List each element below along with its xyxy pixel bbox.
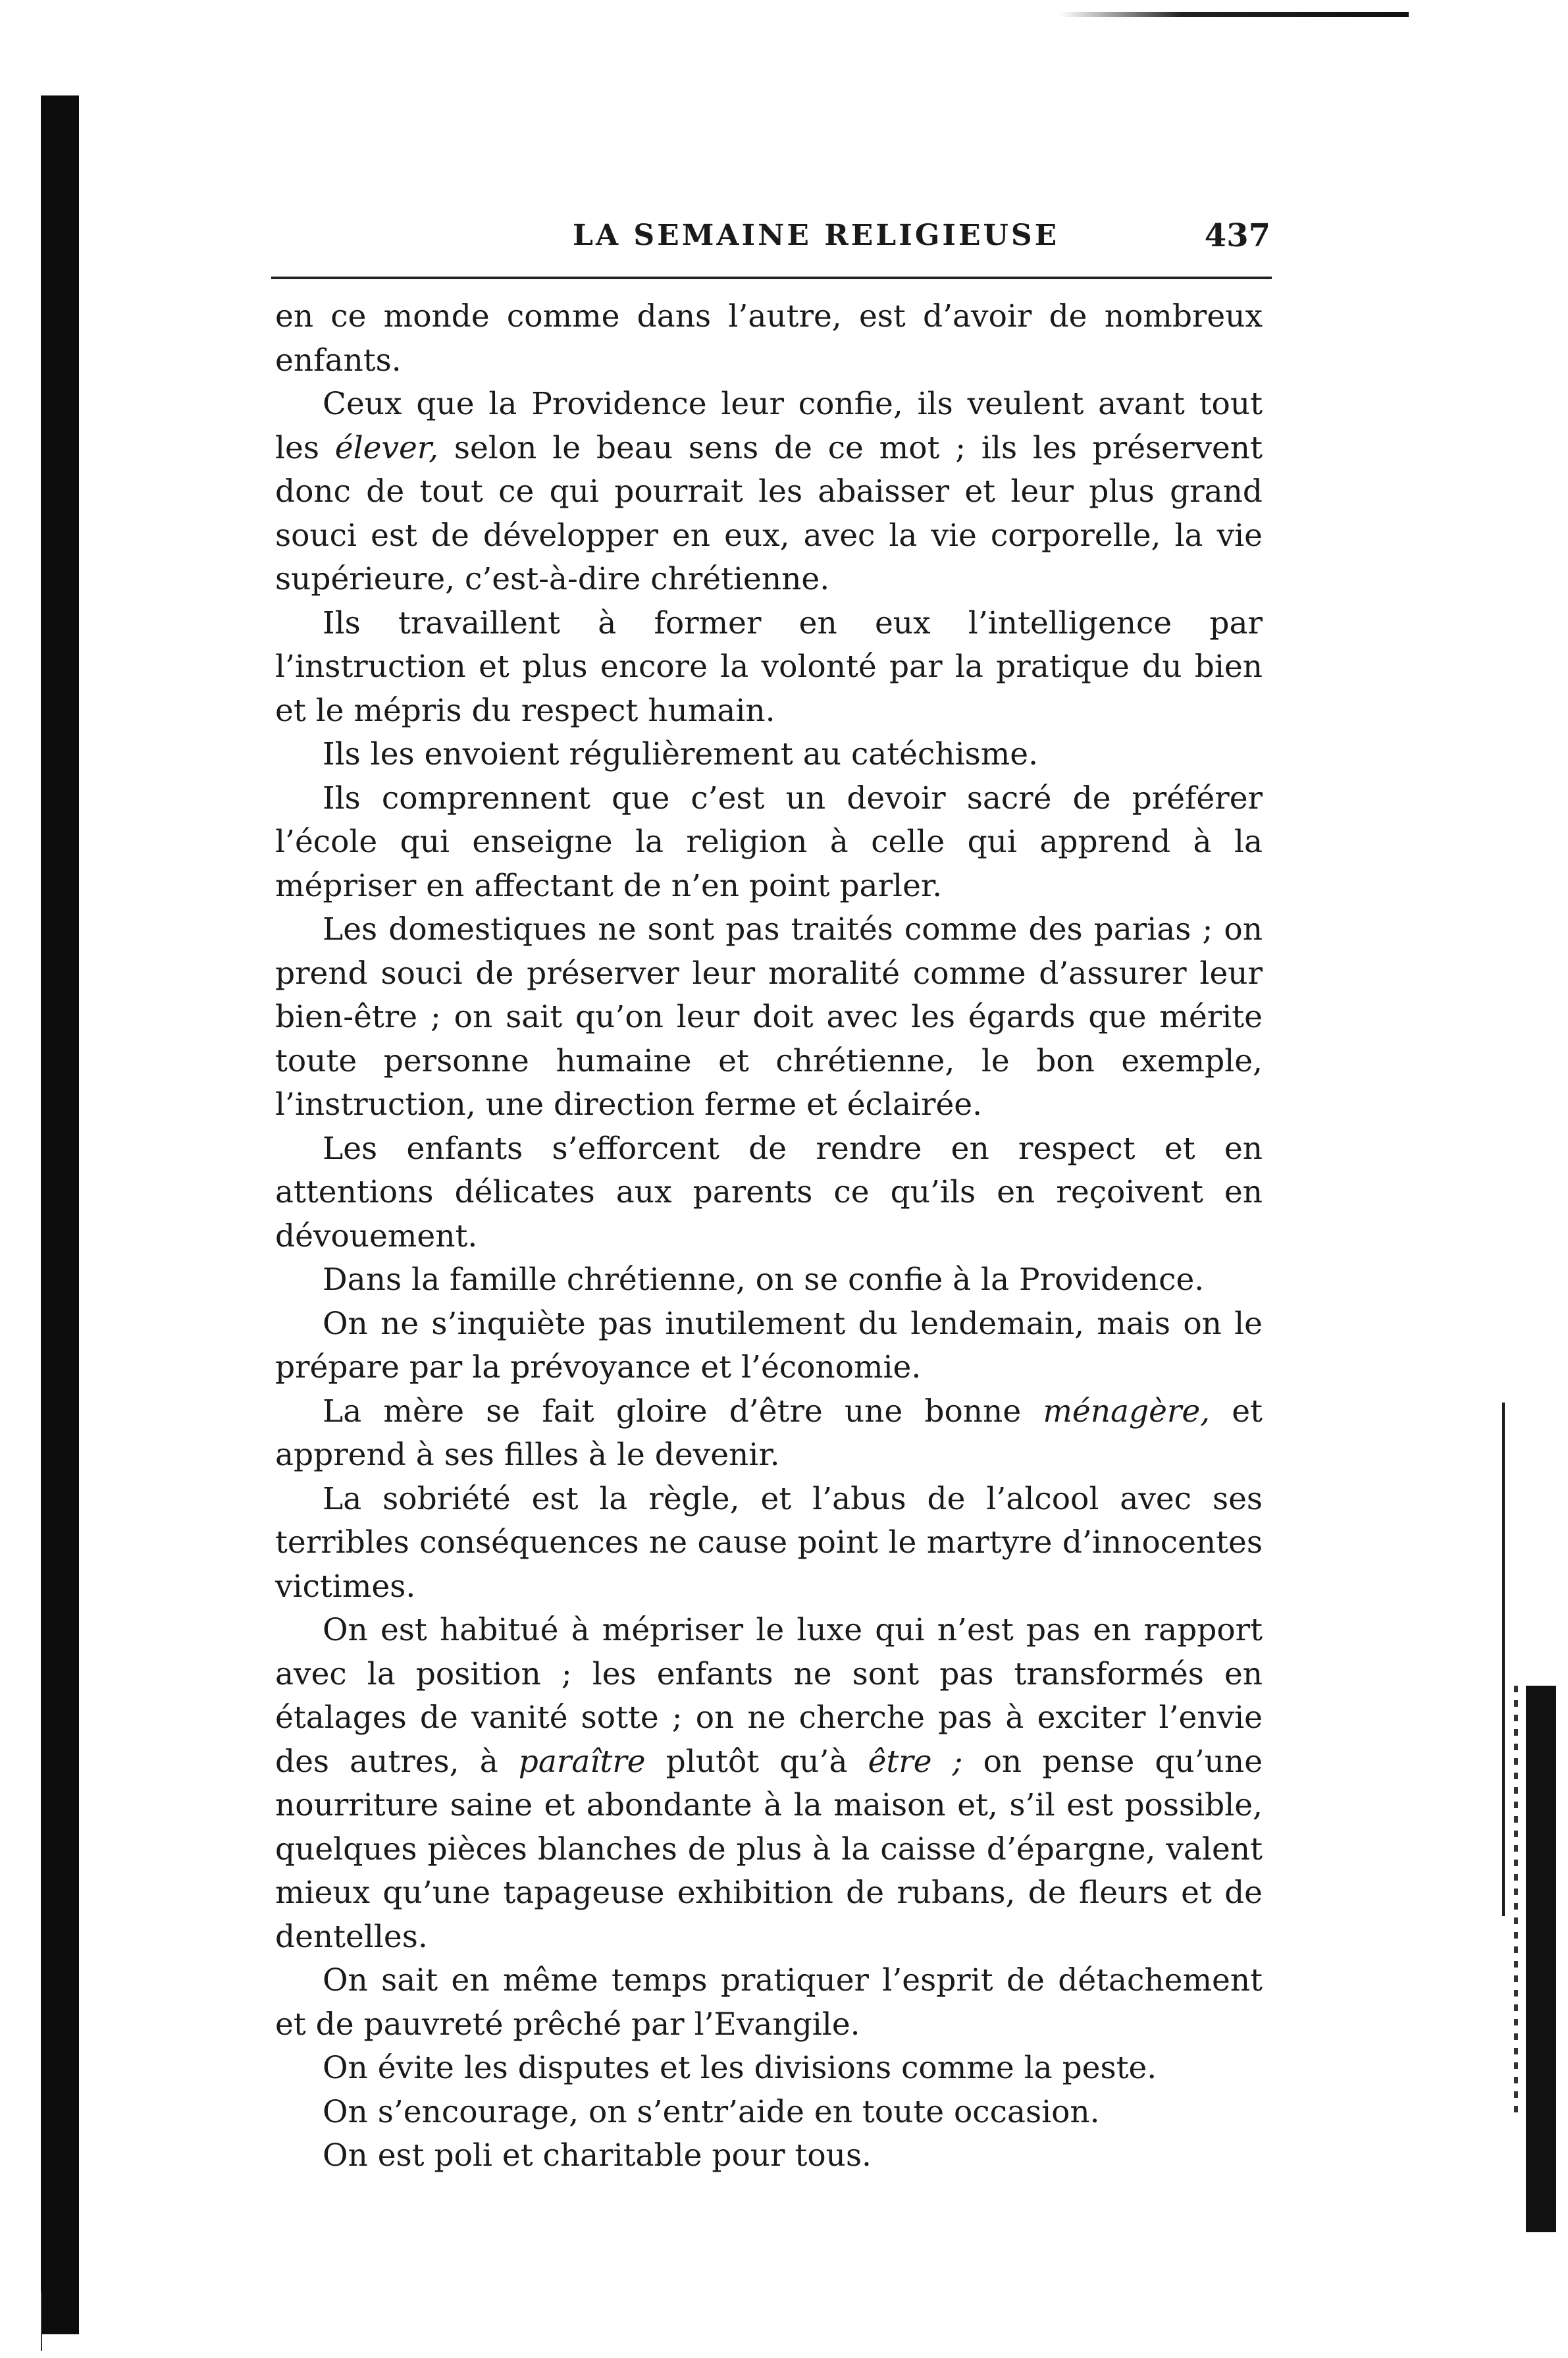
article-body: [275, 295, 1263, 2178]
paragraph: en ce monde comme dans l’autre, est d’avoir de nombreux enfants.: [275, 298, 1263, 379]
paragraph: Ils travaillent à former en eux l’intelligence par l’instruction et plus encore la volonté par la pratique du bien et le mépris du respect humain.: [275, 604, 1263, 729]
paragraph: On sait en même temps pratiquer l’esprit de détachement et de pauvreté prêché par l’Evangile.: [275, 1962, 1263, 2043]
scan-right-edge-shadow: [1526, 1686, 1556, 2232]
scan-right-edge-line: [1502, 1403, 1505, 1916]
text-run: Ceux que la Providence leur confie, ils veulent avant tout les: [275, 386, 1263, 466]
running-title: LA SEMAINE RELIGIEUSE: [573, 219, 1060, 252]
scan-binding-edge: [41, 2291, 42, 2351]
paragraph: Ils les envoient régulièrement au catéchisme.: [323, 736, 1039, 772]
paragraph: [275, 1390, 1263, 1478]
scan-top-rule: [1060, 12, 1409, 17]
emphasis: élever,: [334, 429, 439, 466]
text-run: on pense qu’une nourriture saine et abondante à la maison et, s’il est possible, quelques pièces blanches de plus à la caisse d’épargne, valent mieux qu’une tapageuse exhibition de rubans, de fleurs et de dentelles.: [275, 1743, 1263, 1955]
emphasis: être ;: [868, 1743, 963, 1780]
paragraph: On évite les disputes et les divisions comme la peste.: [323, 2050, 1157, 2086]
text-run: On est habitué à mépriser le luxe qui n’est pas en rapport avec la position ; les enfants ne sont pas transformés en étalages de vanité sotte ; on ne cherche pas à exciter l’envie des autres,: [275, 1612, 1263, 1780]
paragraph: [275, 1609, 1263, 1959]
text-run: selon le beau sens de ce mot ; ils les préservent donc de tout ce qui pourrait les abaisser et leur plus grand souci est de développer en eux, avec la vie corporelle, la vie supérieure, c’est-à-dire chrétienne.: [275, 429, 1263, 597]
paragraph: Ils comprennent que c’est un devoir sacré de préférer l’école qui enseigne la religion à celle qui apprend à la mépriser en affectant de n’en point parler.: [275, 780, 1263, 904]
header-rule: [271, 277, 1272, 279]
paragraph: On ne s’inquiète pas inutilement du lendemain, mais on le prépare par la prévoyance et l’économie.: [275, 1305, 1263, 1385]
paragraph: La sobriété est la règle, et l’abus de l’alcool avec ses terribles conséquences ne cause point le martyre d’innocentes victimes.: [275, 1480, 1263, 1605]
paragraph: Les enfants s’efforcent de rendre en respect et en attentions délicates aux parents ce qu’ils en reçoivent en dévouement.: [275, 1130, 1263, 1254]
page-header: [263, 205, 1277, 258]
emphasis: ménagère,: [1043, 1393, 1211, 1430]
emphasis: paraître: [518, 1743, 646, 1780]
paragraph: Les domestiques ne sont pas traités comme des parias ; on prend souci de préserver leur moralité comme d’assurer leur bien-être ; on sait qu’on leur doit avec les égards que mérite toute personne humaine et chrétienne, le bon exemple, l’instruction, une direction ferme et éclairée.: [275, 911, 1263, 1123]
paragraph: On est poli et charitable pour tous.: [323, 2137, 872, 2174]
paragraph: On s’encourage, on s’entr’aide en toute occasion.: [323, 2093, 1100, 2130]
paragraph: Dans la famille chrétienne, on se confie à la Providence.: [323, 1262, 1205, 1298]
text-run: La mère se fait gloire d’être une bonne: [323, 1393, 1022, 1430]
page-number: 437: [1204, 217, 1270, 254]
text-run: plutôt qu’à: [666, 1743, 848, 1780]
paragraph: [275, 383, 1263, 602]
text-run: à: [479, 1743, 498, 1780]
scan-right-edge-dashes: [1514, 1686, 1518, 2114]
scan-binding-shadow: [41, 95, 79, 2334]
text-run: et apprend à ses filles à le devenir.: [275, 1393, 1263, 1473]
